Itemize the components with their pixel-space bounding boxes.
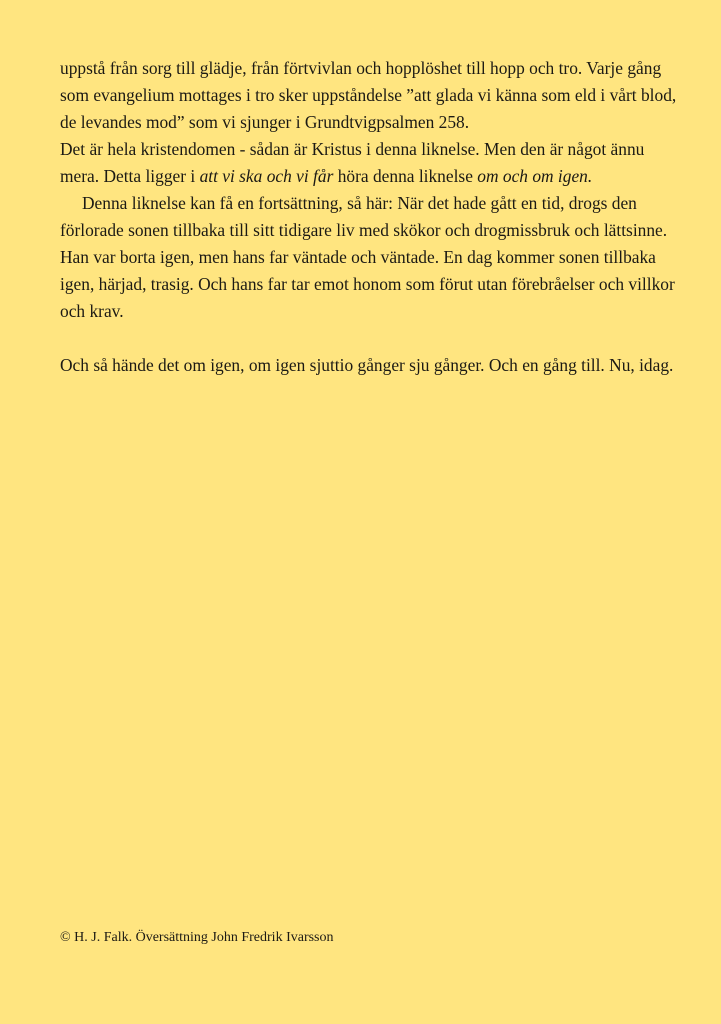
document-body xyxy=(60,55,680,379)
emphasis-att-vi-ska: att vi ska och vi får xyxy=(199,166,334,186)
paragraph-christianity-text-2: höra denna liknelse xyxy=(333,166,478,186)
paragraph-again: Och så hände det om igen, om igen sjuttio gånger sju gånger. Och en gång till. Nu, idag. xyxy=(60,355,674,375)
paragraph-continuation: Denna liknelse kan få en fortsättning, så här: När det hade gått en tid, drogs den förlorade sonen tillbaka till sitt tidigare liv med skökor och drogmissbruk och lättsinne. Han var borta igen, men hans far väntade och väntade. En dag kommer sonen tillbaka igen, härjad, trasig. Och hans far tar emot honom som förut utan förebråelser och villkor och krav. xyxy=(60,193,675,321)
paragraph-christianity-text-1: Det är hela kristendomen - sådan är Kristus i denna liknelse. Men den är något ännu mera. Detta ligger i xyxy=(60,139,645,186)
emphasis-om-och-om-igen: om och om igen. xyxy=(477,166,593,186)
paragraph-resurrection: uppstå från sorg till glädje, från förtvivlan och hopplöshet till hopp och tro. Varje gång som evangelium mottages i tro sker uppståndelse ”att glada vi känna som eld i vårt blod, de levandes mod” som vi sjunger i Grundtvigpsalmen 258. xyxy=(60,58,677,132)
copyright-footer: © H. J. Falk. Översättning John Fredrik Ivarsson xyxy=(60,930,334,945)
paragraph-christianity xyxy=(60,136,680,190)
